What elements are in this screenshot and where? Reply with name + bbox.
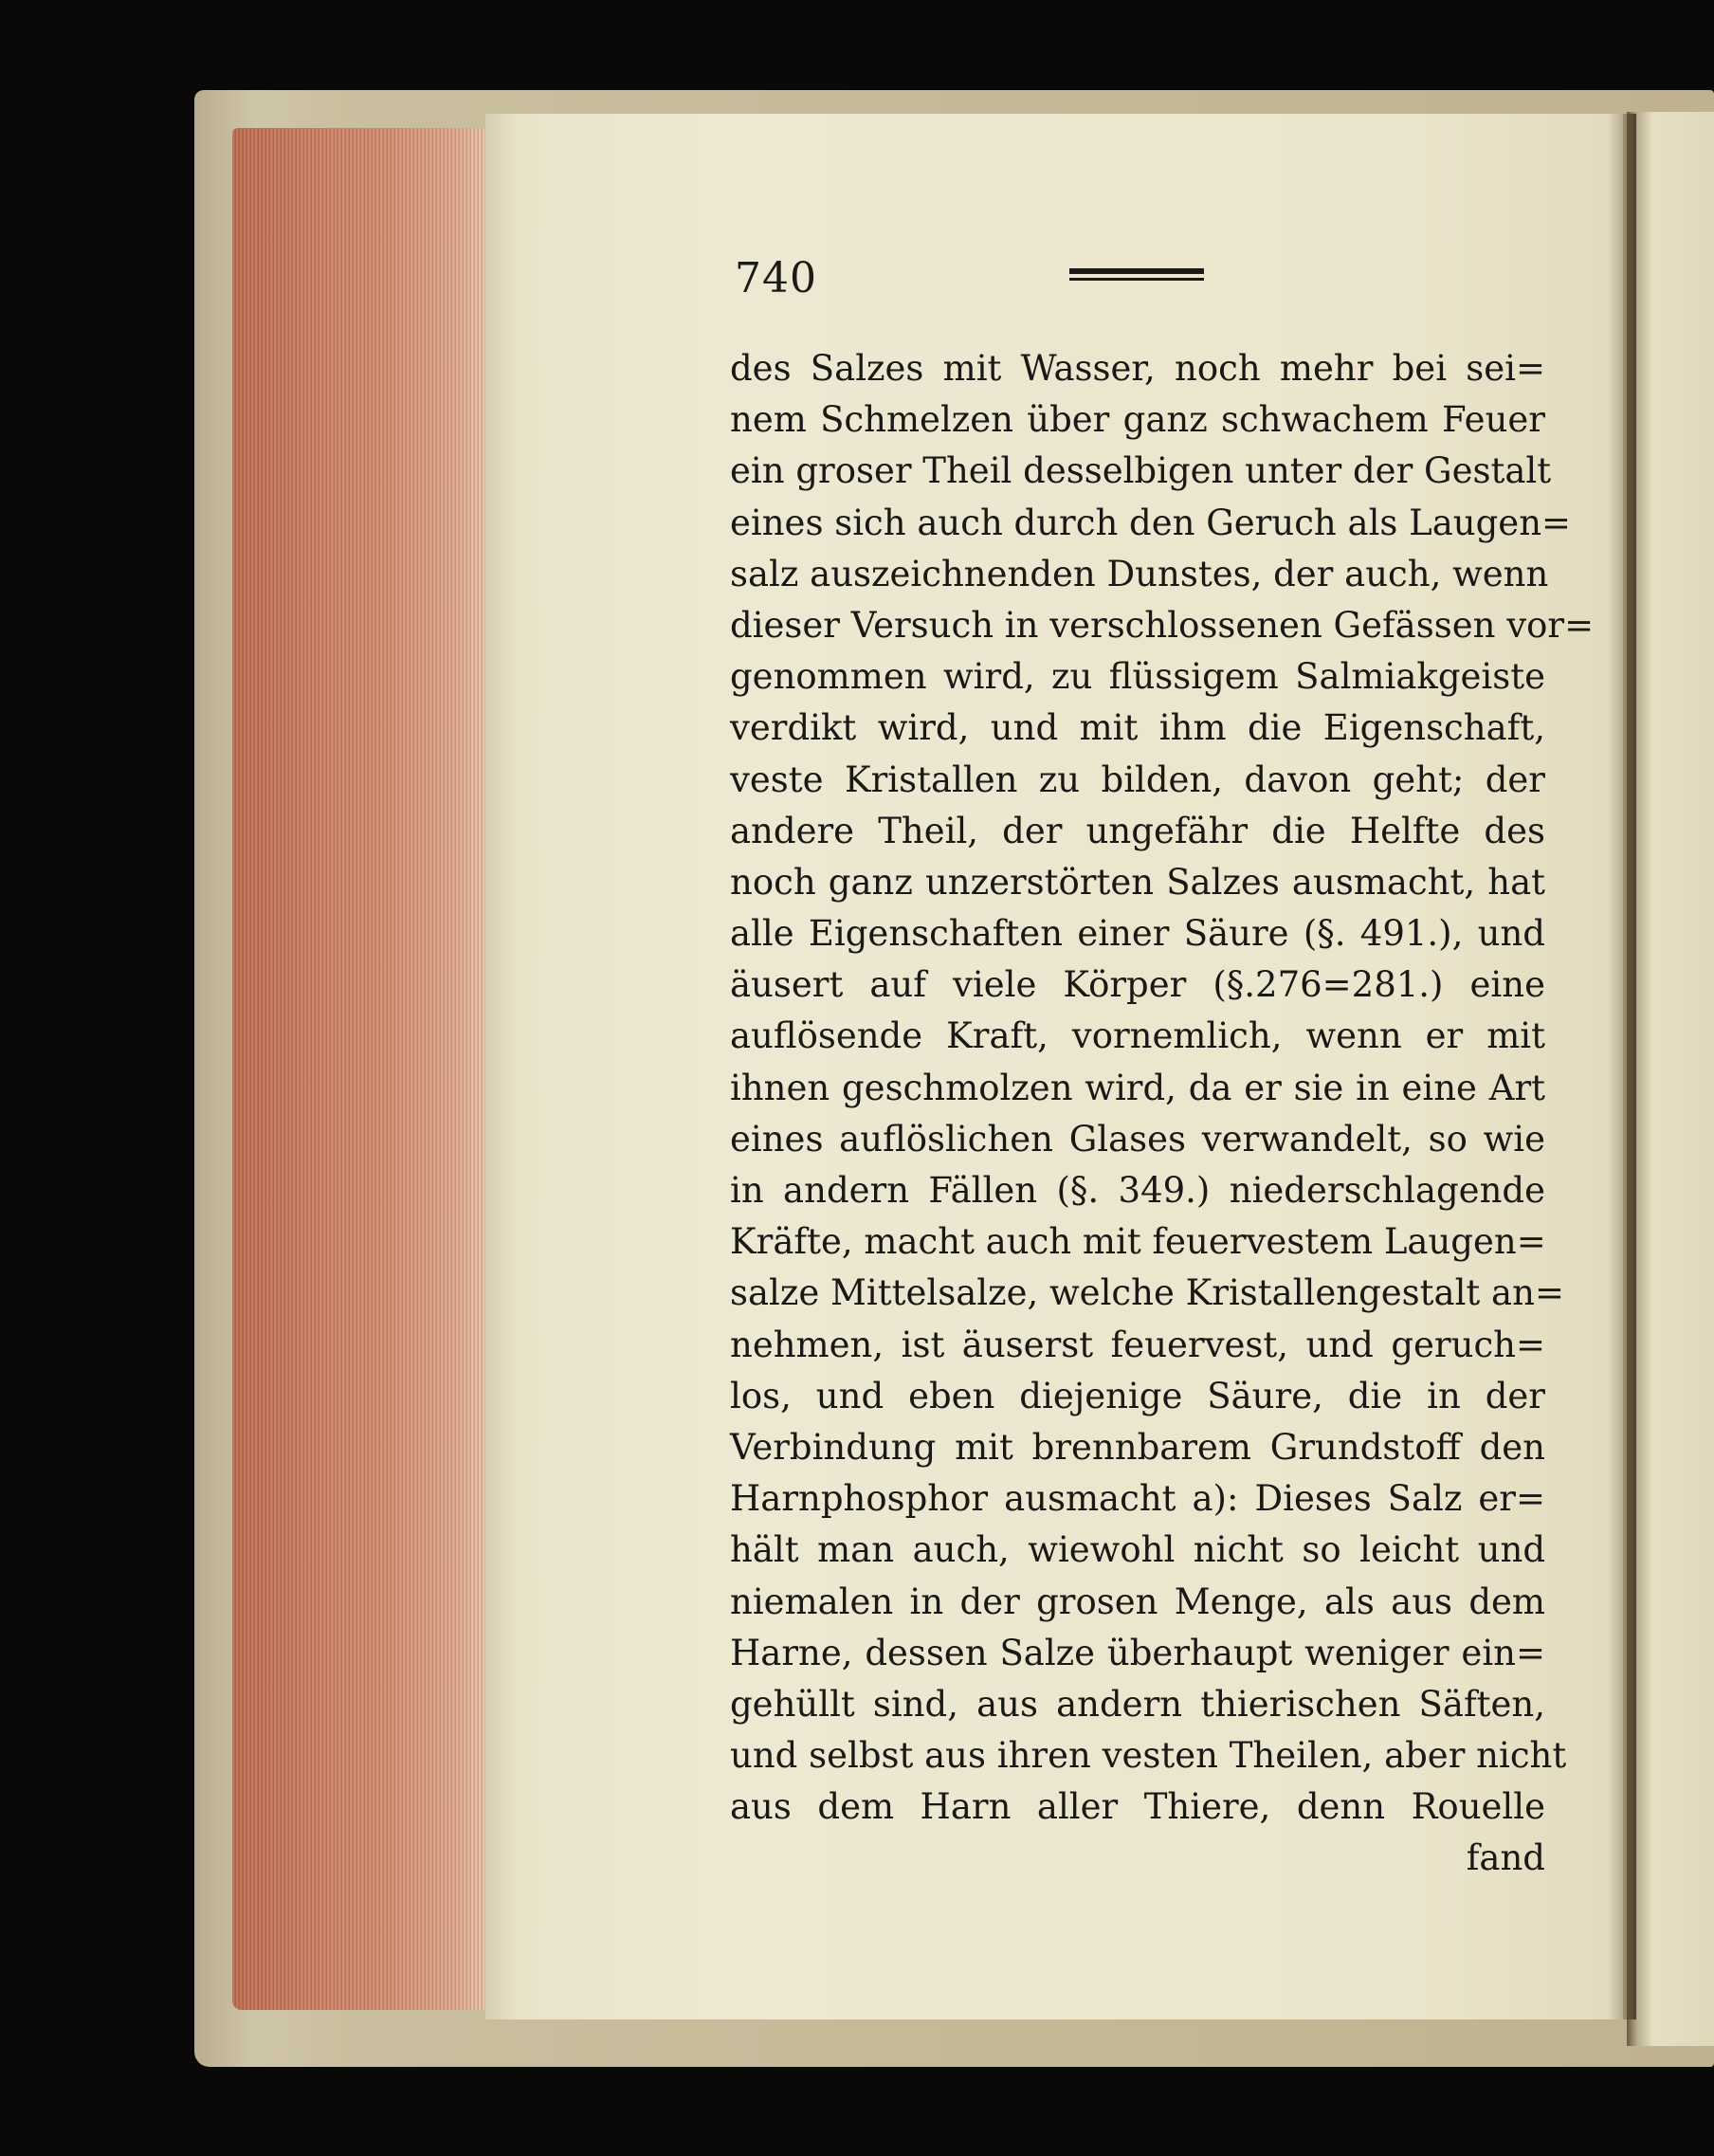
text-line: ein groser Theil desselbigen unter der Gestalt: [730, 450, 1552, 492]
text-line: äusert auf viele Körper (§.276=281.) eine: [730, 964, 1545, 1006]
text-line: aus dem Harn aller Thiere, denn Rouelle: [730, 1786, 1545, 1828]
text-line: eines sich auch durch den Geruch als Laugen=: [730, 502, 1572, 543]
text-line: ihnen geschmolzen wird, da er sie in eine Art: [730, 1067, 1545, 1108]
text-line: Harnphosphor ausmacht a): Dieses Salz er=: [730, 1478, 1545, 1520]
text-line: dieser Versuch in verschlossenen Gefässen vor=: [730, 604, 1595, 646]
catchword: fand: [1466, 1837, 1545, 1879]
page-stack-edge: [232, 128, 490, 2010]
text-line: hält man auch, wiewohl nicht so leicht und: [730, 1529, 1545, 1571]
text-line: Harne, dessen Salze überhaupt weniger ein=: [730, 1632, 1545, 1673]
text-line: noch ganz unzerstörten Salzes ausmacht, hat: [730, 861, 1545, 903]
text-line: Verbindung mit brennbarem Grundstoff den: [730, 1426, 1545, 1468]
text-line: los, und eben diejenige Säure, die in der: [730, 1375, 1545, 1416]
text-line: salz auszeichnenden Dunstes, der auch, wenn: [730, 553, 1549, 594]
text-line: salze Mittelsalze, welche Kristallengestalt an=: [730, 1272, 1564, 1314]
text-line: genommen wird, zu flüssigem Salmiakgeiste: [730, 656, 1545, 698]
page-number: 740: [735, 254, 817, 302]
header-rule: [1069, 268, 1204, 282]
text-line: andere Theil, der ungefähr die Helfte des: [730, 810, 1545, 851]
text-line: gehüllt sind, aus andern thierischen Säften,: [730, 1683, 1545, 1725]
gutter-shadow: [1608, 114, 1636, 2019]
text-line: nem Schmelzen über ganz schwachem Feuer: [730, 399, 1545, 441]
text-line: alle Eigenschaften einer Säure (§. 491.), und: [730, 913, 1545, 955]
text-line: und selbst aus ihren vesten Theilen, aber nicht: [730, 1735, 1567, 1777]
text-line: des Salzes mit Wasser, noch mehr bei sei=: [730, 348, 1545, 389]
text-line: eines auflöslichen Glases verwandelt, so wie: [730, 1118, 1545, 1160]
text-line: niemalen in der grosen Menge, als aus dem: [730, 1580, 1545, 1622]
body-text: [730, 343, 1595, 1885]
text-line: auflösende Kraft, vornemlich, wenn er mit: [730, 1015, 1545, 1057]
text-line: Kräfte, macht auch mit feuervestem Laugen=: [730, 1221, 1546, 1263]
text-line: in andern Fällen (§. 349.) niederschlagende: [730, 1170, 1545, 1211]
text-line: verdikt wird, und mit ihm die Eigenschaft,: [730, 707, 1545, 749]
text-line: nehmen, ist äuserst feuervest, und geruch=: [730, 1324, 1545, 1365]
text-line: veste Kristallen zu bilden, davon geht; der: [730, 758, 1545, 800]
opposite-page-sliver: [1627, 112, 1714, 2046]
